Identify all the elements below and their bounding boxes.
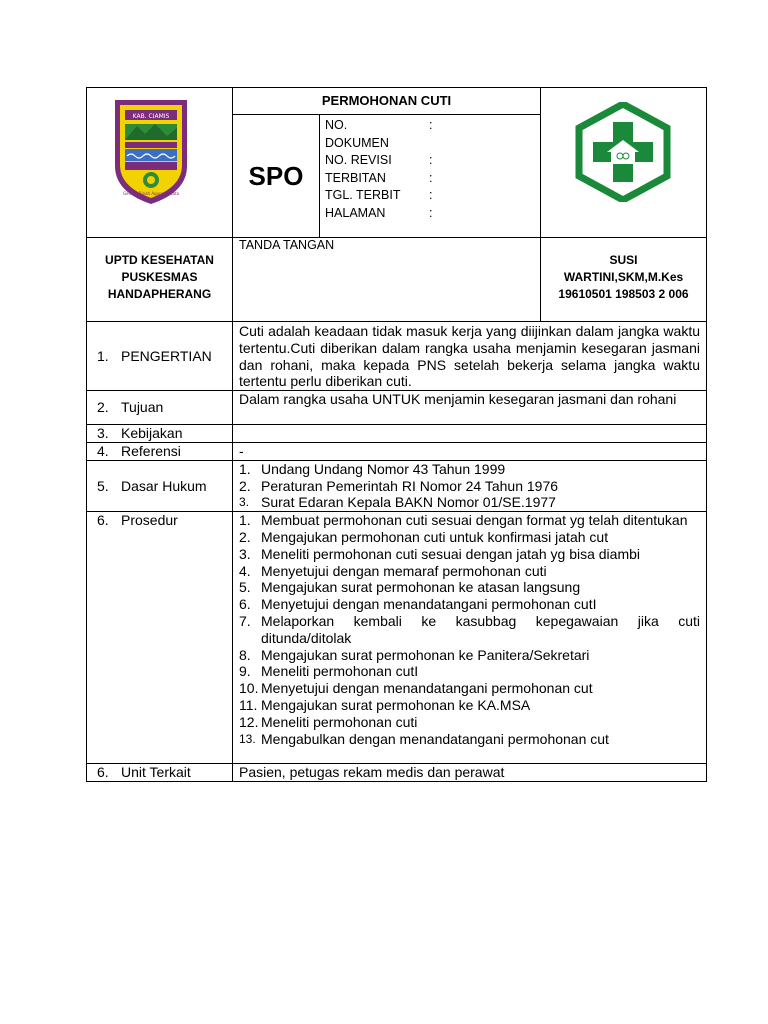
list-text: Undang Undang Nomor 43 Tahun 1999	[261, 460, 506, 477]
list-item	[239, 613, 700, 647]
list-item	[239, 529, 700, 546]
meta-label: NO.	[325, 118, 348, 132]
logo-bottom-text: Gemah Ripah Agung Wisata	[122, 191, 180, 196]
list-number: 9.	[239, 663, 251, 680]
list-text: Mengajukan surat permohonan ke Panitera/Sekretari	[261, 646, 590, 663]
meta-row	[325, 170, 432, 188]
list-text: Meneliti permohonan cuti	[261, 713, 418, 730]
list-text: Menyetujui dengan memaraf permohonan cuti	[261, 562, 547, 579]
list-text: Peraturan Pemerintah RI Nomor 24 Tahun 1976	[261, 477, 559, 494]
document-title: PERMOHONAN CUTI	[321, 93, 452, 108]
list-item	[239, 494, 700, 511]
list-number: 6.	[239, 596, 251, 613]
document-meta	[320, 115, 432, 237]
row-pengertian-label: 1. PENGERTIAN	[87, 322, 233, 391]
meta-row	[325, 135, 432, 153]
puskesmas-logo	[575, 102, 671, 202]
list-item	[239, 579, 700, 596]
list-item	[239, 731, 700, 748]
district-emblem-logo	[111, 96, 191, 208]
list-item	[239, 478, 700, 495]
list-item	[239, 512, 700, 529]
row-tujuan-label: 2. Tujuan	[87, 391, 233, 425]
list-number: 12.	[239, 713, 259, 730]
row-prosedur-list	[233, 512, 707, 764]
meta-row	[325, 117, 432, 135]
list-item	[239, 697, 700, 714]
list-number: 8.	[239, 646, 251, 663]
list-item	[239, 714, 700, 731]
meta-label: TGL. TERBIT	[325, 188, 401, 202]
list-text: Menyetujui dengan menandatangani permohonan cutI	[261, 596, 597, 613]
meta-separator: :	[429, 118, 433, 132]
list-text: Melaporkan kembali ke kasubbag kepegawaian jika cuti ditunda/ditolak	[261, 612, 700, 646]
row-unit-terkait-text: Pasien, petugas rekam medis dan perawat	[233, 764, 707, 782]
row-referensi-label: 4. Referensi	[87, 442, 233, 460]
list-item	[239, 680, 700, 697]
row-tujuan-text: Dalam rangka usaha UNTUK menjamin kesegaran jasmani dan rohani	[233, 391, 707, 425]
signer-line-2: WARTINI,SKM,M.Kes	[563, 270, 684, 284]
row-pengertian-text: Cuti adalah keadaan tidak masuk kerja yang diijinkan dalam jangka waktu tertentu.Cuti diberikan dalam rangka usaha menjamin kesegaran jasmani dan rohani, maka kepada PNS setelah bekerja selama jangka waktu tertentu perlu diberikan cuti.	[233, 322, 707, 391]
signature-cell	[233, 238, 541, 322]
list-number: 3.	[239, 545, 251, 562]
district-logo-cell	[87, 88, 233, 238]
signature-label: TANDA TANGAN	[239, 238, 335, 252]
list-item	[239, 647, 700, 664]
meta-separator: :	[429, 153, 433, 167]
content-table	[86, 321, 707, 782]
list-text: Menyetujui dengan menandatangani permohonan cut	[261, 680, 593, 697]
puskesmas-logo-cell	[541, 88, 707, 238]
title-cell	[233, 88, 541, 115]
list-text: Meneliti permohonan cutI	[261, 663, 419, 680]
meta-separator: :	[429, 188, 433, 202]
meta-label: TERBITAN	[325, 170, 386, 185]
spo-document	[86, 87, 706, 782]
list-number: 1.	[239, 460, 251, 477]
row-kebijakan-text	[233, 425, 707, 443]
list-number: 2.	[239, 477, 251, 494]
list-number: 1.	[239, 512, 251, 529]
list-number: 10.	[239, 680, 259, 697]
signer-line-3: 19610501 198503 2 006	[558, 287, 689, 301]
meta-row	[325, 205, 432, 223]
row-dasar-hukum-list	[233, 460, 707, 511]
meta-row	[325, 187, 432, 205]
meta-label: HALAMAN	[325, 205, 386, 220]
list-item	[239, 461, 700, 478]
signer-line-1: SUSI	[609, 253, 638, 267]
spo-label: SPO	[233, 115, 320, 237]
logo-top-text: KAB. CIAMIS	[132, 113, 170, 120]
org-line-3: HANDAPHERANG	[107, 287, 212, 301]
meta-row	[325, 152, 432, 170]
row-dasar-hukum-label: 5. Dasar Hukum	[87, 460, 233, 511]
list-text: Surat Edaran Kepala BAKN Nomor 01/SE.1977	[261, 494, 556, 511]
org-line-1: UPTD KESEHATAN	[105, 253, 214, 267]
row-referensi-text: -	[233, 442, 707, 460]
list-number: 5.	[239, 579, 251, 596]
meta-separator: :	[429, 205, 433, 220]
list-number: 4.	[239, 562, 251, 579]
organization-cell	[87, 238, 233, 322]
header-table	[86, 87, 707, 322]
list-item	[239, 596, 700, 613]
meta-label: NO. REVISI	[325, 153, 392, 167]
meta-separator: :	[429, 170, 433, 185]
signer-cell	[541, 238, 707, 322]
list-text: Meneliti permohonan cuti sesuai dengan jatah yg bisa diambi	[261, 545, 641, 562]
list-number: 3.	[239, 495, 250, 510]
meta-label: DOKUMEN	[325, 135, 389, 150]
list-item	[239, 663, 700, 680]
list-number: 13.	[239, 731, 256, 746]
list-text: Mengajukan permohonan cuti untuk konfirmasi jatah cut	[261, 528, 609, 545]
list-text: Mengabulkan dengan menandatangani permohonan cut	[261, 730, 609, 747]
list-item	[239, 563, 700, 580]
list-text: Mengajukan surat permohonan ke atasan langsung	[261, 579, 581, 596]
org-line-2: PUSKESMAS	[121, 270, 198, 284]
list-text: Mengajukan surat permohonan ke KA.MSA	[261, 696, 531, 713]
list-text: Membuat permohonan cuti sesuai dengan format yg telah ditentukan	[261, 512, 688, 529]
spo-meta-cell	[233, 115, 541, 238]
list-number: 2.	[239, 528, 251, 545]
row-prosedur-label: 6. Prosedur	[87, 512, 233, 764]
row-kebijakan-label: 3. Kebijakan	[87, 425, 233, 443]
list-number: 11.	[239, 696, 258, 713]
row-unit-terkait-label: 6. Unit Terkait	[87, 764, 233, 782]
list-number: 7.	[239, 612, 251, 629]
list-item	[239, 546, 700, 563]
